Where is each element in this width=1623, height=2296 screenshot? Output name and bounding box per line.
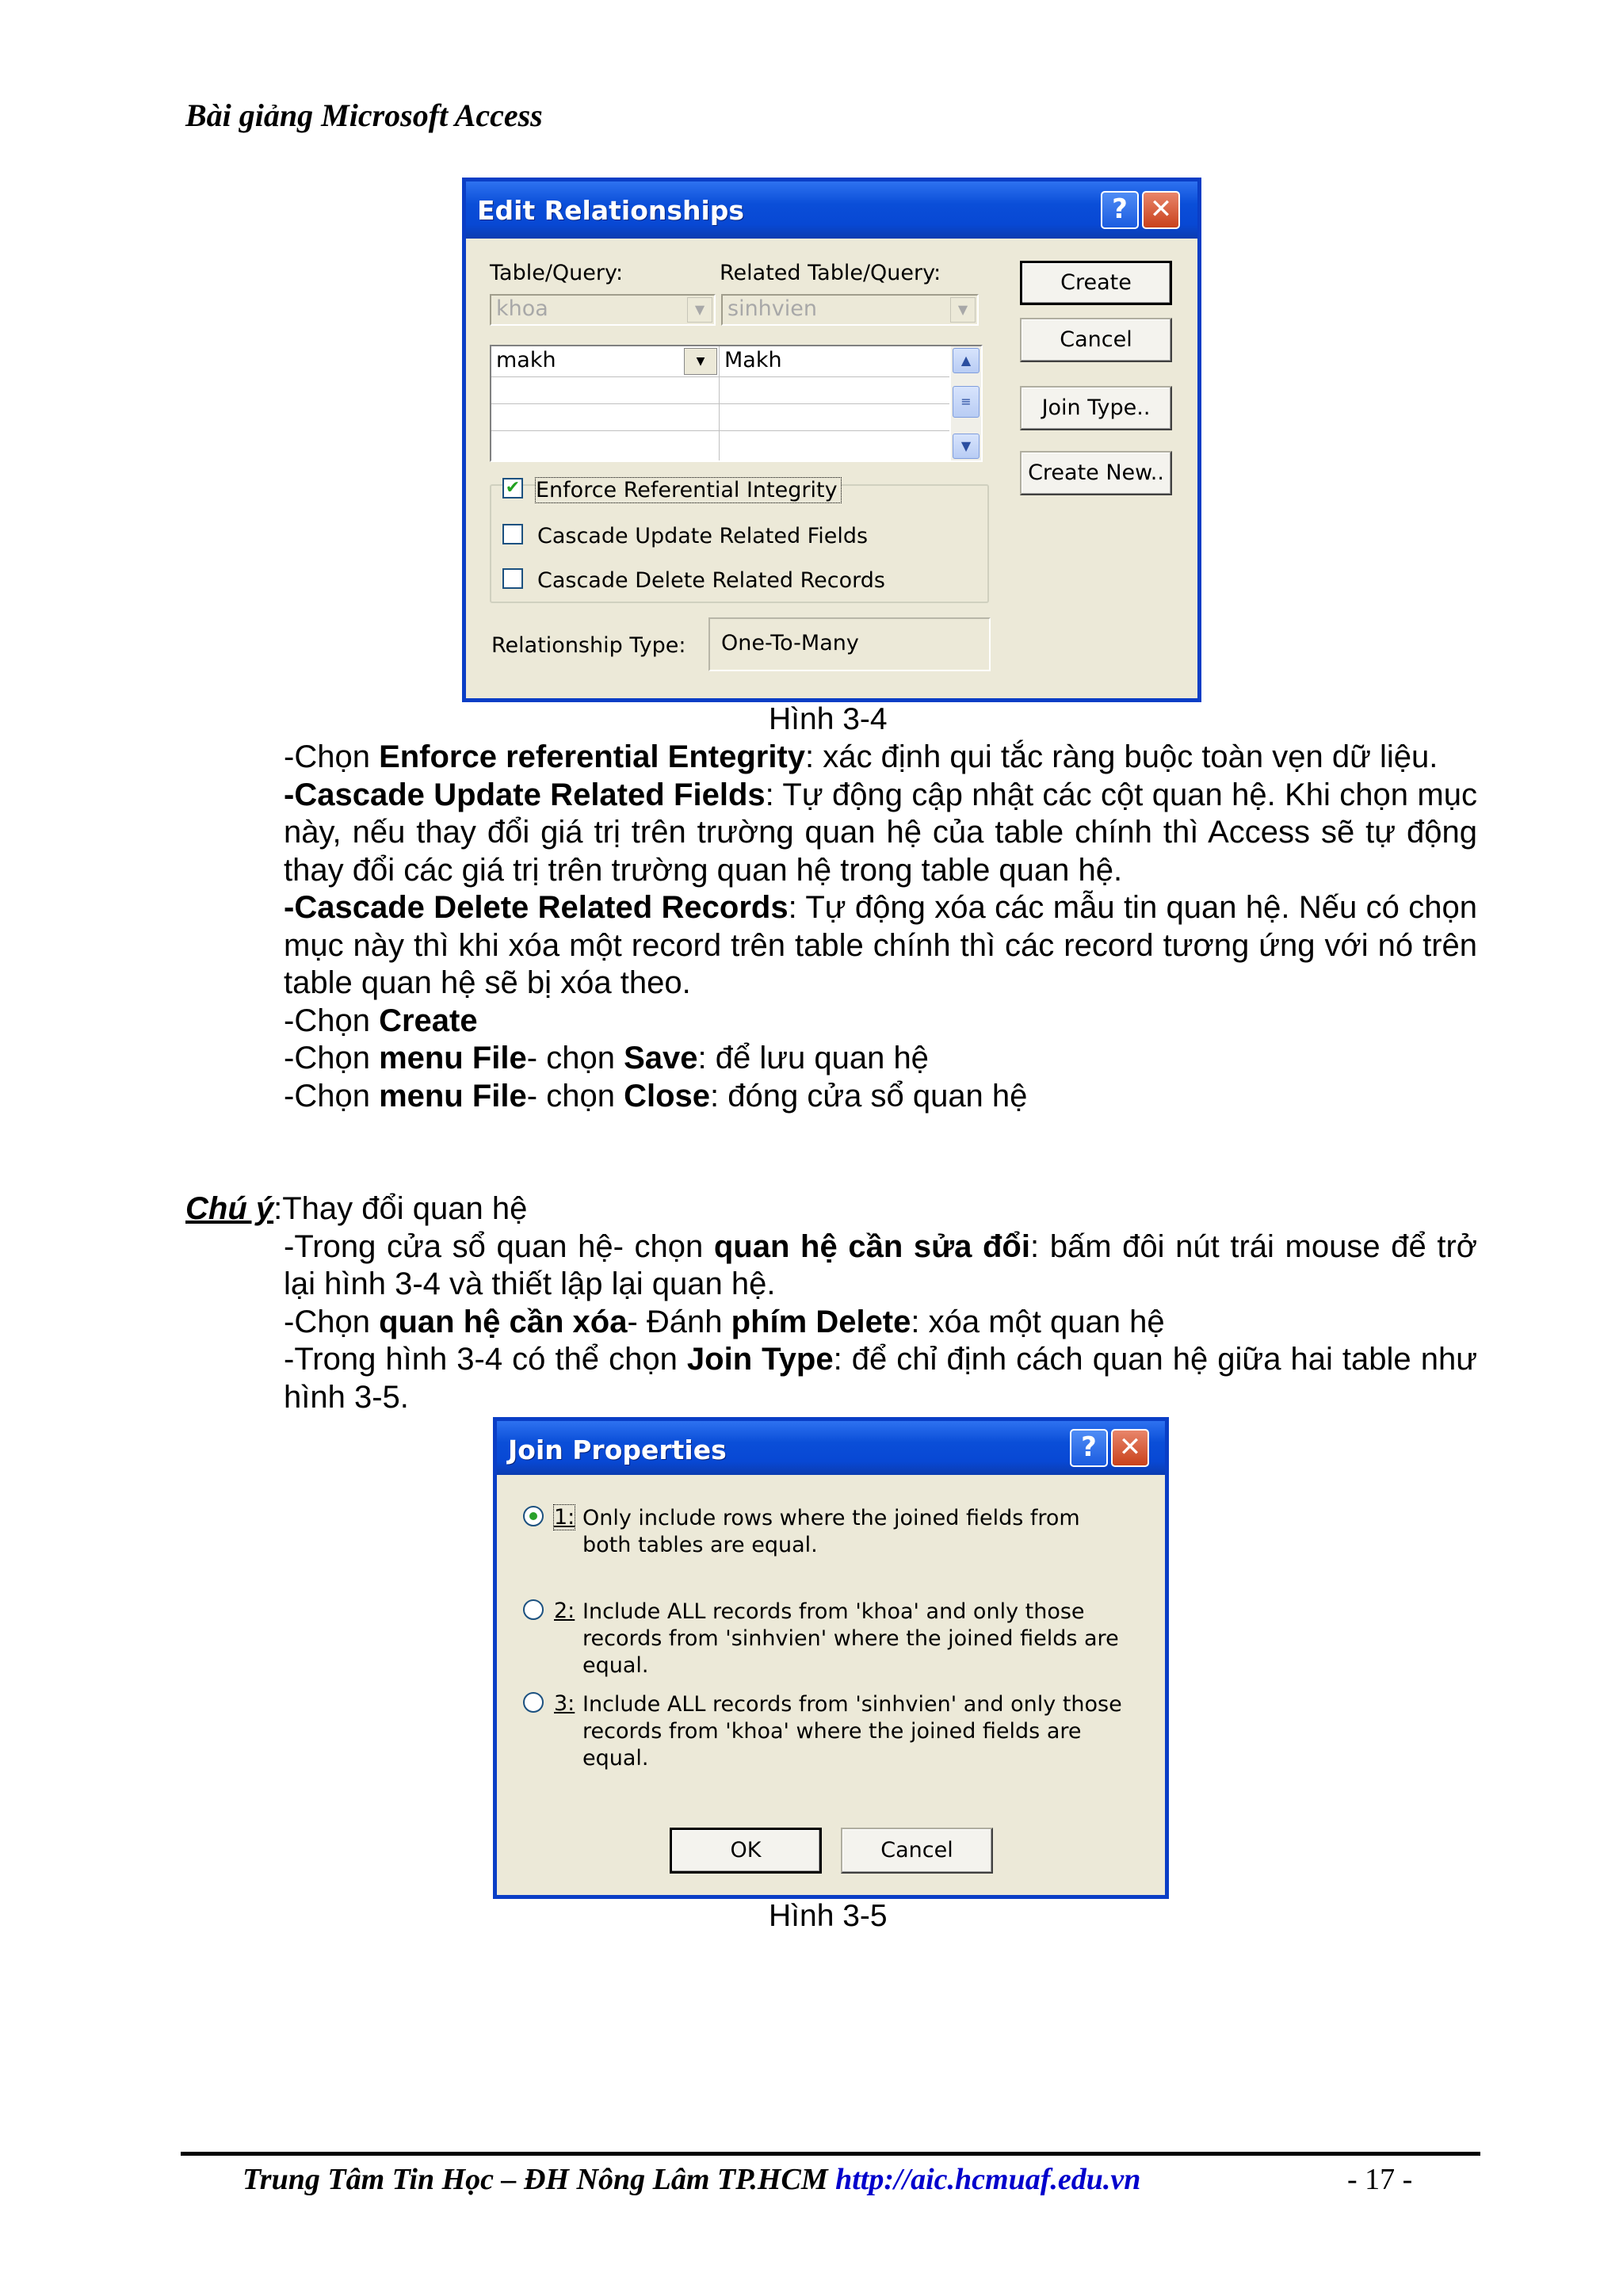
field-grid[interactable] [490, 345, 983, 462]
footer-left [242, 2162, 1140, 2197]
cascade-update-label[interactable]: Cascade Update Related Fields [537, 524, 869, 548]
note-heading: Chú ý:Thay đổi quan hệ [185, 1191, 528, 1226]
scroll-thumb[interactable]: ≡ [953, 386, 980, 418]
related-table-label: Related Table/Query: [720, 261, 941, 285]
join-option-1-number[interactable]: 1: [554, 1505, 575, 1530]
paragraph-cascade-delete: -Cascade Delete Related Records: Tự động xóa các mẫu tin quan hệ. Nếu có chọn mục này thì khi xóa một record trên table chính thì các record tương ứng với nó trên table quan hệ sẽ bị xóa theo. [284, 890, 1477, 1000]
table-query-combo[interactable] [490, 294, 716, 326]
relationship-type-value: One-To-Many [708, 617, 991, 671]
footer-org: Trung Tâm Tin Học – ĐH Nông Lâm TP.HCM [242, 2163, 828, 2196]
chevron-down-icon[interactable]: ▼ [687, 297, 712, 323]
grid-primary-field[interactable]: makh [496, 348, 556, 372]
grid-related-field[interactable]: Makh [724, 348, 782, 372]
grid-scrollbar[interactable] [951, 346, 981, 460]
scroll-down-icon[interactable]: ▼ [953, 434, 980, 459]
chevron-down-icon[interactable]: ▼ [950, 297, 976, 323]
cancel-button-label: Cancel [1060, 327, 1132, 352]
header-title: Bài giảng Microsoft Access [185, 97, 543, 133]
create-button-label: Create [1060, 270, 1132, 295]
figure-caption-3-4: Hình 3-4 [769, 702, 888, 736]
figure-caption-3-5: Hình 3-5 [769, 1899, 888, 1933]
cascade-update-checkbox[interactable] [502, 524, 523, 544]
join-type-button-label: Join Type.. [1041, 395, 1151, 420]
table-query-label: Table/Query: [490, 261, 624, 285]
join-option-2-number[interactable]: 2: [554, 1599, 575, 1623]
paragraph-join-type: -Trong hình 3-4 có thể chọn Join Type: để chỉ định cách quan hệ giữa hai table như hình 3-5. [284, 1342, 1477, 1415]
ok-button-label: OK [730, 1838, 762, 1862]
page-number: - 17 - [1347, 2163, 1413, 2196]
join-cancel-button[interactable] [841, 1828, 993, 1874]
paragraph-create: -Chọn Create [284, 1003, 478, 1038]
body-text-2 [185, 1190, 1477, 1416]
cancel-button[interactable] [1020, 318, 1172, 362]
join-option-2-text[interactable]: Include ALL records from 'khoa' and only those records from 'sinhvien' where the joined fields are equal. [582, 1599, 1119, 1678]
cascade-delete-checkbox[interactable] [502, 568, 523, 589]
help-icon[interactable]: ? [1070, 1429, 1108, 1467]
chevron-down-icon[interactable]: ▼ [684, 348, 717, 375]
paragraph-delete-relation: -Chọn quan hệ cần xóa- Đánh phím Delete: xóa một quan hệ [284, 1304, 1165, 1339]
join-option-3-radio[interactable] [523, 1692, 544, 1713]
join-option-3-text[interactable]: Include ALL records from 'sinhvien' and only those records from 'khoa' where the joined fields are equal. [582, 1692, 1122, 1771]
join-dialog-title: Join Properties [508, 1435, 727, 1465]
footer-url[interactable]: http://aic.hcmuaf.edu.vn [835, 2163, 1141, 2196]
join-properties-dialog [493, 1417, 1169, 1899]
paragraph-edit-relation: -Trong cửa sổ quan hệ- chọn quan hệ cần sửa đổi: bấm đôi nút trái mouse để trở lại hình 3-4 và thiết lập lại quan hệ. [284, 1228, 1478, 1301]
related-table-value: sinhvien [727, 296, 817, 321]
scroll-up-icon[interactable]: ▲ [953, 348, 980, 373]
close-icon[interactable]: ✕ [1142, 191, 1180, 229]
edit-relationships-dialog [462, 178, 1201, 702]
enforce-integrity-label[interactable]: Enforce Referential Integrity [536, 478, 841, 502]
join-type-button[interactable] [1020, 386, 1172, 430]
paragraph-cascade-update: -Cascade Update Related Fields: Tự động cập nhật các cột quan hệ. Khi chọn mục này, nếu thay đổi giá trị trên trường quan hệ của table chính thì Access sẽ tự động thay đổi các giá trị trên trường quan hệ trong table quan hệ. [284, 777, 1477, 888]
paragraph-enforce: -Chọn Enforce referential Entegrity: xác định qui tắc ràng buộc toàn vẹn dữ liệu. [284, 739, 1438, 774]
create-button[interactable] [1020, 261, 1172, 305]
join-option-1-radio[interactable] [523, 1506, 544, 1526]
related-table-combo[interactable] [721, 294, 979, 326]
join-option-3-number[interactable]: 3: [554, 1691, 575, 1716]
cascade-delete-label[interactable]: Cascade Delete Related Records [537, 568, 885, 593]
edit-dialog-titlebar[interactable] [466, 181, 1197, 239]
body-text-1 [185, 739, 1477, 1115]
paragraph-close: -Chọn menu File- chọn Close: đóng cửa sổ quan hệ [284, 1078, 1028, 1114]
paragraph-save: -Chọn menu File- chọn Save: để lưu quan hệ [284, 1041, 929, 1075]
join-option-1-text[interactable]: Only include rows where the joined fields from both tables are equal. [582, 1506, 1080, 1557]
enforce-integrity-checkbox[interactable]: ✔ [502, 478, 523, 499]
footer-divider [181, 2152, 1480, 2156]
relationship-type-label: Relationship Type: [491, 633, 686, 658]
help-icon[interactable]: ? [1101, 191, 1139, 229]
create-new-button[interactable] [1020, 451, 1172, 495]
create-new-button-label: Create New.. [1028, 460, 1164, 485]
join-cancel-button-label: Cancel [880, 1838, 953, 1862]
edit-dialog-title: Edit Relationships [477, 195, 745, 226]
join-option-2-radio[interactable] [523, 1599, 544, 1620]
close-icon[interactable]: ✕ [1111, 1429, 1149, 1467]
join-dialog-titlebar[interactable] [497, 1421, 1165, 1475]
ok-button[interactable] [670, 1828, 822, 1874]
table-query-value: khoa [496, 296, 548, 321]
